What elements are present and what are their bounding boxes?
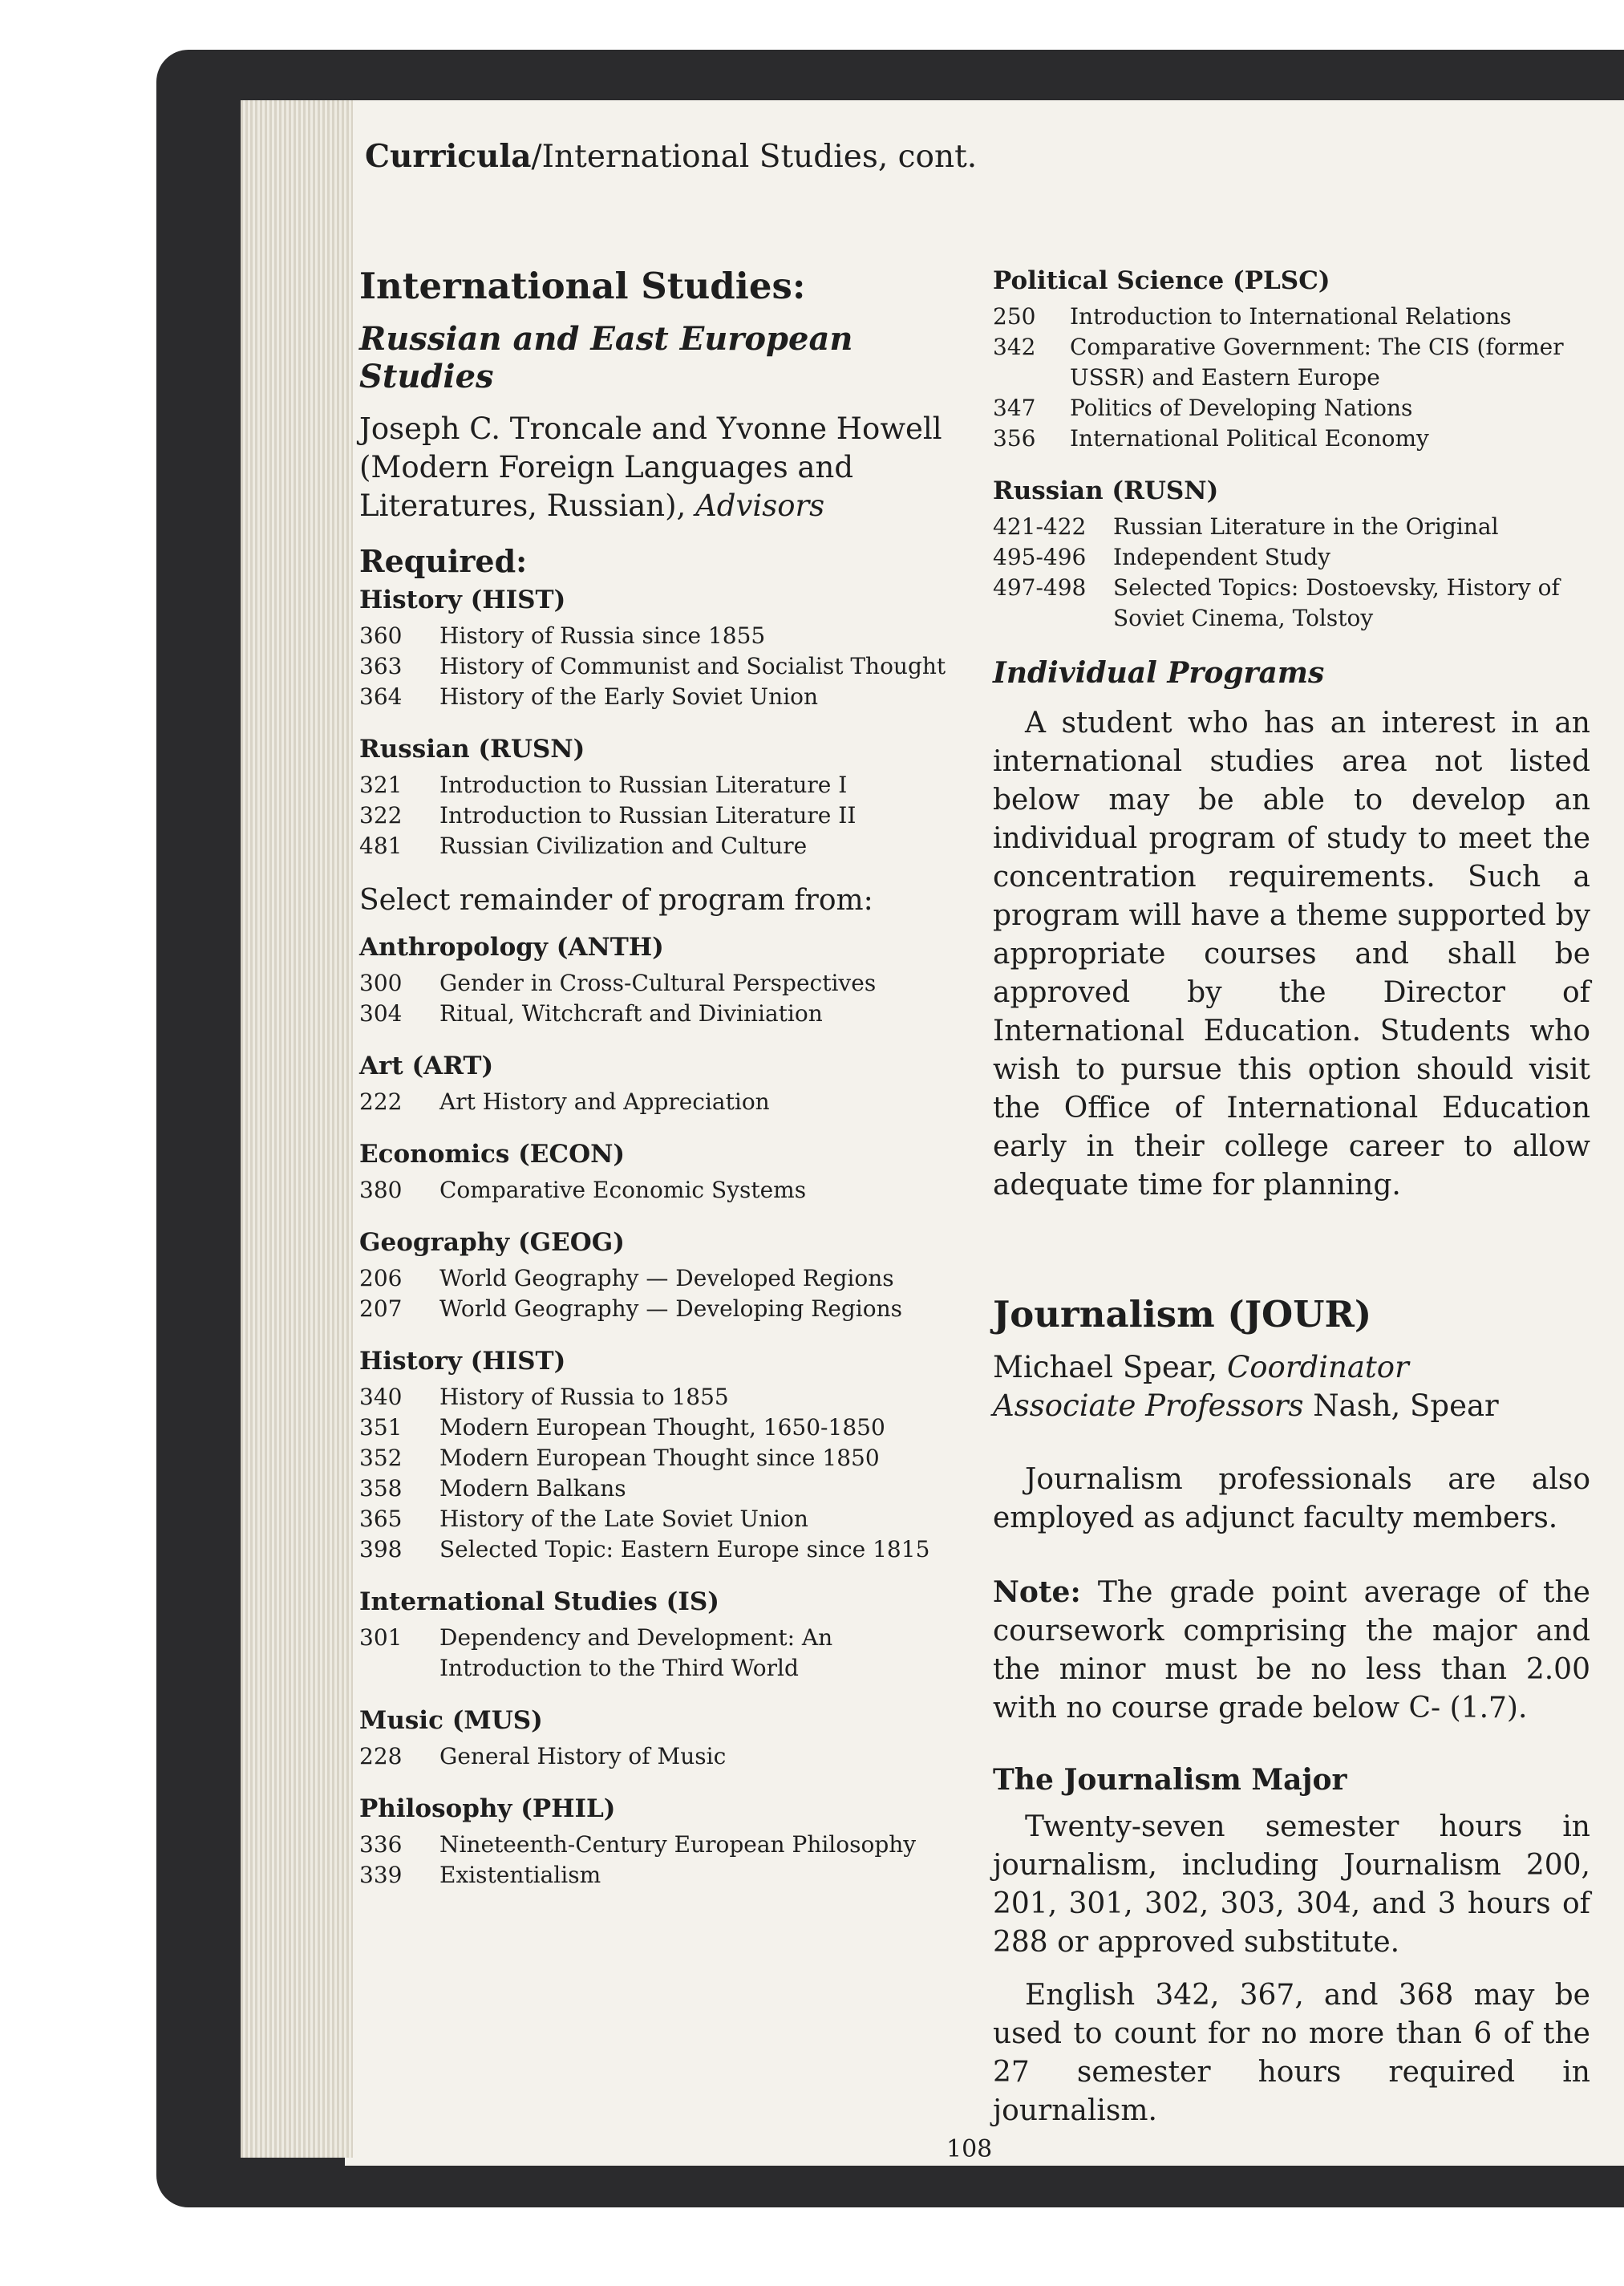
- course-row: [359, 801, 969, 831]
- course-title: Dependency and Development: An Introduction to the Third World: [439, 1624, 833, 1681]
- course-number: 352: [359, 1445, 403, 1471]
- course-title: Ritual, Witchcraft and Diviniation: [439, 1000, 823, 1027]
- course-number: 347: [993, 395, 1036, 421]
- course-title: World Geography — Developing Regions: [439, 1295, 903, 1322]
- course-row: [359, 621, 969, 651]
- course-title: Comparative Government: The CIS (former USSR) and Eastern Europe: [1070, 334, 1564, 391]
- note-label: Note:: [993, 1575, 1081, 1609]
- course-number: 222: [359, 1088, 403, 1115]
- course-title: Modern European Thought, 1650-1850: [439, 1414, 885, 1441]
- required-course-list: [359, 586, 969, 861]
- course-title: Russian Civilization and Culture: [439, 833, 808, 859]
- advisors: [359, 410, 969, 525]
- course-number: 421-422: [993, 513, 1087, 540]
- department-heading: Anthropology (ANTH): [359, 933, 664, 962]
- course-row: [993, 393, 1590, 424]
- course-title: Existentialism: [439, 1862, 601, 1888]
- course-group: [359, 586, 969, 712]
- individual-programs-text: A student who has an interest in an international studies area not listed below may be able to develop an individual program of study to meet the concentration requirements. Such a program will have a theme supported by appropriate courses and shall be approved by the Director of International Education. Students who wish to pursue this option should visit the Office of International Education early in their college career to allow adequate time for planning.: [993, 707, 1590, 1202]
- note-paragraph: [993, 1573, 1590, 1728]
- course-row: [359, 1623, 969, 1684]
- course-number: 207: [359, 1295, 403, 1322]
- course-group: [359, 1228, 969, 1324]
- course-group: [359, 933, 969, 1029]
- course-number: 351: [359, 1414, 403, 1441]
- department-heading: Russian (RUSN): [993, 476, 1219, 505]
- journalism-major-heading: The Journalism Major: [993, 1763, 1347, 1797]
- advisor-role: Advisors: [695, 488, 825, 523]
- course-number: 497-498: [993, 574, 1087, 601]
- course-number: 304: [359, 1000, 403, 1027]
- advisor-names: Joseph C. Troncale and Yvonne Howell (Modern Foreign Languages and Literatures, Russian),: [359, 411, 942, 523]
- course-title: History of Communist and Socialist Thought: [439, 653, 946, 679]
- course-row: [359, 1534, 969, 1565]
- left-column: [359, 265, 969, 1913]
- course-row: [359, 999, 969, 1029]
- page-number: 108: [946, 2135, 993, 2163]
- course-number: 358: [359, 1475, 403, 1502]
- journalism-staff: [993, 1348, 1590, 1425]
- course-title: Nineteenth-Century European Philosophy: [439, 1831, 917, 1858]
- running-header: [365, 138, 977, 175]
- course-row: [359, 1382, 969, 1413]
- elective-course-list: [359, 933, 969, 1891]
- course-number: 321: [359, 772, 403, 798]
- associate-professors-role: Associate Professors: [993, 1388, 1304, 1423]
- course-title: Politics of Developing Nations: [1070, 395, 1413, 421]
- select-heading: Select remainder of program from:: [359, 884, 873, 917]
- course-number: 365: [359, 1506, 403, 1532]
- course-row: [359, 968, 969, 999]
- course-title: Independent Study: [1113, 544, 1331, 570]
- adjunct-text: Journalism professionals are also employed as adjunct faculty members.: [993, 1463, 1590, 1534]
- course-group: [359, 1052, 969, 1117]
- department-heading: History (HIST): [359, 586, 566, 614]
- course-row: [359, 1473, 969, 1504]
- course-title: Modern Balkans: [439, 1475, 626, 1502]
- course-title: Selected Topic: Eastern Europe since 1815: [439, 1536, 930, 1563]
- note-text: The grade point average of the coursework comprising the major and the minor must be no less than 2.00 with no course grade below C- (1.7).: [993, 1576, 1590, 1725]
- course-row: [993, 542, 1590, 573]
- course-group: [993, 476, 1590, 634]
- course-row: [359, 1175, 969, 1206]
- course-group: [359, 1587, 969, 1684]
- department-heading: Art (ART): [359, 1052, 494, 1080]
- coordinator-role: Coordinator: [1226, 1350, 1409, 1384]
- course-number: 495-496: [993, 544, 1087, 570]
- course-title: Gender in Cross-Cultural Perspectives: [439, 970, 877, 996]
- course-title: Modern European Thought since 1850: [439, 1445, 880, 1471]
- course-row: [359, 1504, 969, 1534]
- course-title: Introduction to International Relations: [1070, 303, 1512, 330]
- department-heading: Political Science (PLSC): [993, 266, 1330, 295]
- course-group: [359, 1706, 969, 1772]
- course-row: [993, 302, 1590, 332]
- course-group: [993, 266, 1590, 454]
- course-title: General History of Music: [439, 1743, 727, 1769]
- section-subtitle: Russian and East European Studies: [359, 320, 853, 395]
- course-title: Selected Topics: Dostoevsky, History of Soviet Cinema, Tolstoy: [1113, 574, 1560, 631]
- course-number: 360: [359, 622, 403, 649]
- course-number: 380: [359, 1177, 403, 1203]
- course-title: History of the Early Soviet Union: [439, 683, 819, 710]
- course-number: 398: [359, 1536, 403, 1563]
- course-title: Introduction to Russian Literature I: [439, 772, 848, 798]
- section-title: International Studies:: [359, 265, 806, 307]
- department-heading: Geography (GEOG): [359, 1228, 625, 1257]
- course-number: 342: [993, 334, 1036, 360]
- course-number: 481: [359, 833, 403, 859]
- course-row: [359, 1741, 969, 1772]
- right-column: [993, 266, 1590, 2130]
- course-title: Introduction to Russian Literature II: [439, 802, 857, 829]
- course-row: [359, 1443, 969, 1473]
- department-heading: International Studies (IS): [359, 1587, 719, 1616]
- course-title: History of Russia since 1855: [439, 622, 766, 649]
- department-heading: Music (MUS): [359, 1706, 543, 1735]
- journalism-title: Journalism (JOUR): [993, 1293, 1372, 1336]
- course-row: [359, 1860, 969, 1891]
- course-row: [993, 573, 1590, 634]
- course-number: 228: [359, 1743, 403, 1769]
- course-title: History of the Late Soviet Union: [439, 1506, 808, 1532]
- course-title: Art History and Appreciation: [439, 1088, 770, 1115]
- department-heading: Russian (RUSN): [359, 735, 585, 764]
- course-number: 250: [993, 303, 1036, 330]
- journalism-major-text-2: English 342, 367, and 368 may be used to count for no more than 6 of the 27 semester hours required in journalism.: [993, 1979, 1590, 2127]
- course-row: [359, 831, 969, 861]
- course-group: [359, 1347, 969, 1565]
- course-group: [359, 1140, 969, 1206]
- course-number: 363: [359, 653, 403, 679]
- right-course-list: [993, 266, 1590, 634]
- course-number: 206: [359, 1265, 403, 1291]
- course-row: [359, 1413, 969, 1443]
- course-row: [359, 682, 969, 712]
- header-subsection: /International Studies, cont.: [531, 139, 978, 175]
- header-section: Curricula: [365, 138, 532, 175]
- course-number: 356: [993, 425, 1036, 452]
- course-row: [993, 424, 1590, 454]
- course-number: 300: [359, 970, 403, 996]
- course-group: [359, 1794, 969, 1891]
- course-title: International Political Economy: [1070, 425, 1429, 452]
- course-row: [359, 770, 969, 801]
- course-number: 322: [359, 802, 403, 829]
- department-heading: Philosophy (PHIL): [359, 1794, 616, 1823]
- course-row: [359, 1294, 969, 1324]
- course-title: History of Russia to 1855: [439, 1384, 729, 1410]
- course-title: Comparative Economic Systems: [439, 1177, 807, 1203]
- course-number: 301: [359, 1624, 403, 1651]
- department-heading: History (HIST): [359, 1347, 566, 1376]
- individual-programs-heading: Individual Programs: [993, 656, 1325, 690]
- course-row: [359, 1087, 969, 1117]
- course-title: Russian Literature in the Original: [1113, 513, 1499, 540]
- course-row: [993, 512, 1590, 542]
- course-row: [359, 1263, 969, 1294]
- associate-professors-names: Nash, Spear: [1313, 1388, 1499, 1423]
- course-row: [359, 1830, 969, 1860]
- course-row: [993, 332, 1590, 393]
- coordinator-name: Michael Spear,: [993, 1350, 1218, 1384]
- course-row: [359, 651, 969, 682]
- course-number: 364: [359, 683, 403, 710]
- course-group: [359, 735, 969, 861]
- required-heading: Required:: [359, 543, 528, 579]
- course-number: 336: [359, 1831, 403, 1858]
- course-number: 340: [359, 1384, 403, 1410]
- course-title: World Geography — Developed Regions: [439, 1265, 894, 1291]
- journalism-major-text-1: Twenty-seven semester hours in journalism, including Journalism 200, 201, 301, 302, 303, 304, and 3 hours of 288 or approved substitute.: [993, 1810, 1590, 1959]
- page-edges: [241, 100, 353, 2158]
- course-number: 339: [359, 1862, 403, 1888]
- department-heading: Economics (ECON): [359, 1140, 626, 1169]
